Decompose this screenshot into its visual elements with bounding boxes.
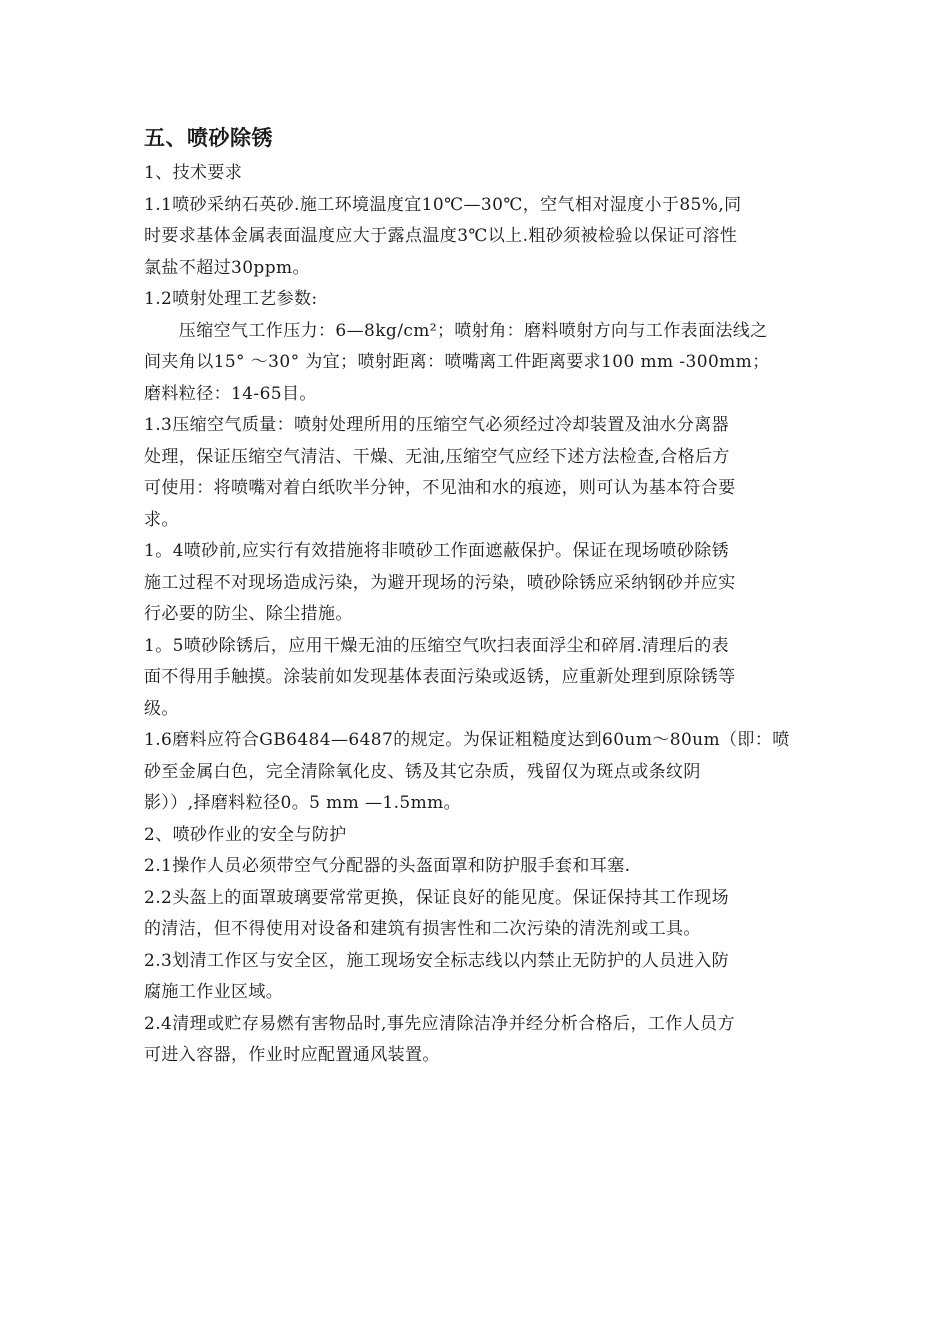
text-line: 2.1操作人员必须带空气分配器的头盔面罩和防护服手套和耳塞.	[144, 856, 631, 876]
text-line: 1.2喷射处理工艺参数:	[144, 289, 318, 309]
text-line: 砂至金属白色，完全清除氧化皮、锈及其它杂质，残留仅为斑点或条纹阴	[144, 761, 701, 782]
section-title: 五、喷砂除锈	[144, 126, 273, 150]
text-line: 可使用：将喷嘴对着白纸吹半分钟，不见油和水的痕迹，则可认为基本符合要	[144, 478, 736, 498]
text-line: 间夹角以15° ～30° 为宜；喷射距离：喷嘴离工件距离要求100 mm -300mm；	[144, 352, 770, 372]
text-line: 1.1喷砂采纳石英砂.施工环境温度宜10℃—30℃，空气相对湿度小于85%,同	[144, 194, 742, 215]
text-line: 面不得用手触摸。涂装前如发现基体表面污染或返锈，应重新处理到原除锈等	[144, 667, 736, 687]
text-line: 时要求基体金属表面温度应大于露点温度3℃以上.粗砂须被检验以保证可溶性	[144, 226, 738, 246]
text-line: 的清洁，但不得使用对设备和建筑有损害性和二次污染的清洗剂或工具。	[144, 919, 701, 939]
text-line: 影））,择磨料粒径0。5 mm —1.5mm。	[144, 793, 462, 813]
text-line: 级。	[144, 698, 179, 719]
text-line: 1。4喷砂前,应实行有效措施将非喷砂工作面遮蔽保护。保证在现场喷砂除锈	[144, 541, 730, 561]
body-text	[144, 158, 814, 1072]
text-line: 1。5喷砂除锈后，应用干燥无油的压缩空气吹扫表面浮尘和碎屑.清理后的表	[144, 635, 730, 656]
text-line: 压缩空气工作压力：6—8kg/cm²；喷射角：磨料喷射方向与工作表面法线之	[144, 320, 768, 341]
text-line: 行必要的防尘、除尘措施。	[144, 604, 353, 624]
text-line: 2.3划清工作区与安全区，施工现场安全标志线以内禁止无防护的人员进入防	[144, 950, 730, 971]
document-page	[144, 118, 814, 1072]
text-line: 2.4清理或贮存易燃有害物品时,事先应清除洁净并经分析合格后，工作人员方	[144, 1013, 735, 1034]
text-line: 氯盐不超过30ppm。	[144, 257, 310, 278]
text-line: 腐施工作业区域。	[144, 982, 284, 1002]
text-line: 施工过程不对现场造成污染，为避开现场的污染，喷砂除锈应采纳钢砂并应实	[144, 572, 736, 593]
text-line: 磨料粒径：14-65目。	[144, 383, 317, 404]
text-line: 2.2头盔上的面罩玻璃要常常更换，保证良好的能见度。保证保持其工作现场	[144, 887, 730, 908]
text-line: 1.3压缩空气质量：喷射处理所用的压缩空气必须经过冷却装置及油水分离器	[144, 415, 730, 435]
text-line: 1、技术要求	[144, 163, 243, 183]
text-line: 可进入容器，作业时应配置通风装置。	[144, 1045, 440, 1065]
text-line: 2、喷砂作业的安全与防护	[144, 824, 347, 845]
text-line: 求。	[144, 509, 179, 530]
text-line: 处理，保证压缩空气清洁、干燥、无油,压缩空气应经下述方法检查,合格后方	[144, 446, 730, 467]
text-line: 1.6磨料应符合GB6484—6487的规定。为保证粗糙度达到60um～80um（即：喷	[144, 730, 790, 750]
